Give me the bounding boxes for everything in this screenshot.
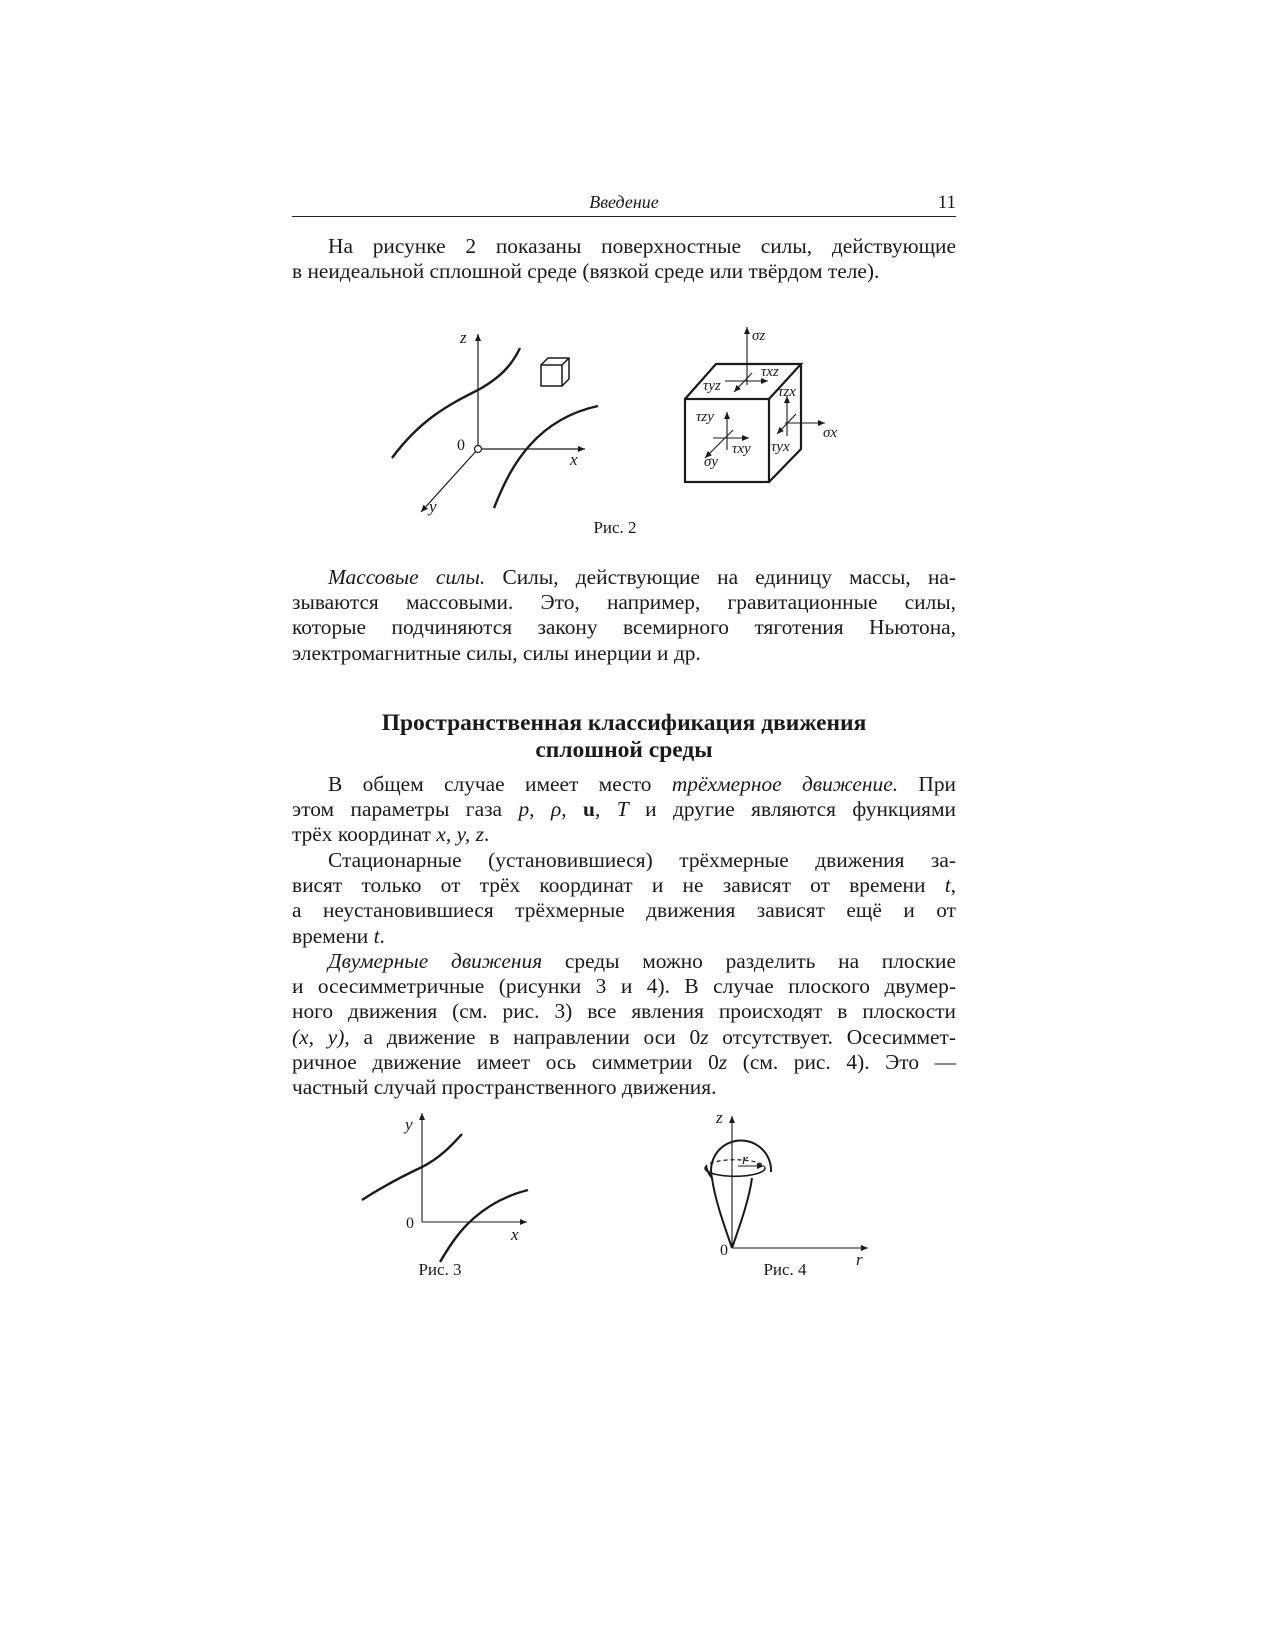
p2d-l4-var: (x, y) [292, 1024, 345, 1049]
p3d-vars-b: , T [594, 797, 629, 822]
fig3-label-y: y [405, 1115, 413, 1134]
fig2-label-z: z [460, 328, 467, 347]
pst-l4-a: времени [292, 923, 374, 948]
p3d-l1-a: В общем случае имеет место [328, 772, 672, 796]
page-number: 11 [937, 192, 956, 213]
fig2-small-cube [541, 358, 569, 386]
label-sigma-y: σy [704, 454, 719, 470]
fig2-label-y: y [429, 497, 437, 516]
fig4-label-r-radius: r [742, 1152, 748, 1168]
fig2-upper-curve [392, 348, 520, 458]
p3d-bold-u: u [583, 797, 595, 822]
mass-forces-line-4: электромагнитные силы, силы инерции и др. [292, 640, 701, 665]
p2d-l4-b: отсутствует. Осесиммет- [708, 1024, 956, 1049]
p3d-vars-xyz: x, y, z [436, 822, 484, 847]
pst-line-3: а неустановившиеся трёхмерные движения зависят ещё и от [292, 898, 956, 923]
p2d-term: Двумерные движения [328, 949, 543, 973]
p2d-l5-a: ричное движение имеет ось симметрии 0 [292, 1049, 719, 1074]
fig3-upper-curve [362, 1134, 462, 1200]
mass-forces-line-2: зываются массовыми. Это, например, гравитационные силы, [292, 590, 956, 615]
fig2-lower-curve [494, 406, 598, 508]
fig4-cone-right [732, 1178, 752, 1248]
label-tau-yx: τyx [771, 439, 790, 455]
p2d-l5-var: z [718, 1049, 728, 1074]
p2d-line-6: частный случай пространственного движения. [292, 1075, 717, 1100]
p2d-l4-a: , а движение в направлении оси 0 [344, 1024, 701, 1049]
fig4-equator-back [705, 1160, 765, 1168]
label-tau-yz: τyz [703, 378, 721, 394]
fig2-label-origin: 0 [457, 437, 465, 454]
pst-l2-a: висят только от трёх координат и не зависят от времени [292, 873, 945, 898]
mass-forces-term: Массовые силы. [328, 565, 486, 589]
fig4-label-z: z [716, 1108, 723, 1127]
p3d-term: трёхмерное движение. [671, 772, 899, 796]
p3d-l1-b: При [898, 772, 956, 796]
pst-l2-b: , [950, 873, 956, 898]
label-tau-xz: τxz [761, 364, 779, 380]
mass-forces-line-3: которые подчиняются закону всемирного тяготения Ньютона, [292, 615, 956, 640]
pst-l4-b: . [379, 923, 385, 948]
label-sigma-z: σz [752, 328, 766, 344]
pst-line-1: Стационарные (установившиеся) трёхмерные движения за- [328, 848, 956, 872]
figure-3-caption: Рис. 3 [418, 1260, 462, 1279]
running-head-title: Введение [589, 192, 659, 212]
fig4-label-r-axis: r [856, 1250, 863, 1269]
label-tau-zx: τzx [778, 384, 796, 400]
p3d-l3-a: трёх координат [292, 822, 437, 847]
section-title-line-2: сплошной среды [535, 737, 713, 763]
fig4-equator-front [705, 1168, 765, 1176]
mass-forces-line-1-rest: Силы, действующие на единицу массы, на- [485, 565, 957, 589]
label-sigma-x: σx [823, 425, 838, 441]
pst-l4-var: t [373, 923, 380, 948]
p2d-line-3: ного движения (см. рис. 3) все явления происходят в плоскости [292, 999, 956, 1024]
tau-yz-arrow [734, 373, 752, 392]
fig3-label-origin: 0 [406, 1215, 414, 1232]
fig2-label-x: x [570, 450, 578, 469]
section-title-line-1: Пространственная классификация движения [381, 710, 867, 736]
p2d-l5-b: (см. рис. 4). Это — [727, 1049, 956, 1074]
figure-2-caption: Рис. 2 [593, 518, 637, 537]
fig4-cone-left [712, 1178, 732, 1248]
p3d-vars-a: p, ρ, [518, 797, 584, 822]
fig2-origin-point [475, 446, 482, 453]
figure-4-caption: Рис. 4 [763, 1260, 807, 1279]
figure-3 [362, 1113, 528, 1262]
p2d-l1-rest: среды можно разделить на плоские [542, 949, 956, 973]
intro-line-1: На рисунке 2 показаны поверхностные силы, действующие [328, 234, 956, 258]
p3d-l2-b: и другие являются функциями [628, 797, 957, 822]
pst-l2-var: t [944, 873, 951, 898]
p2d-l4-var2: z [700, 1024, 709, 1049]
label-tau-xy: τxy [732, 441, 751, 457]
p3d-l2-a: этом параметры газа [292, 797, 519, 822]
fig4-label-origin: 0 [720, 1242, 728, 1259]
p3d-l3-b: . [483, 822, 490, 847]
figure-2-left [392, 334, 598, 512]
label-tau-zy: τzy [696, 409, 714, 425]
fig3-label-x: x [511, 1225, 519, 1244]
p2d-line-2: и осесимметричные (рисунки 3 и 4). В случае плоского двумер- [292, 974, 956, 999]
figure-4-labels [715, 1108, 863, 1269]
figure-4 [705, 1116, 868, 1248]
intro-line-2: в неидеальной сплошной среде (вязкой среде или твёрдом теле). [292, 259, 880, 284]
